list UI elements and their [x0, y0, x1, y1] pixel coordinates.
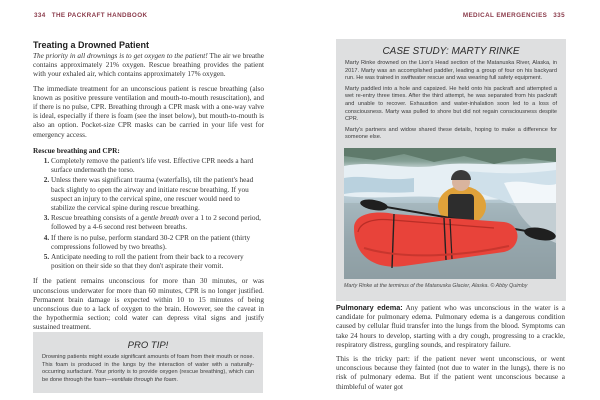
case-study-body — [336, 60, 566, 142]
list-item: 5. Anticipate needing to roll the patient from their back to a recovery position on their side so that they don't aspirate their vomit. — [51, 253, 264, 271]
pulmonary-paragraph — [336, 303, 565, 350]
book-title: THE PACKRAFT HANDBOOK — [51, 12, 148, 19]
page-number: 334 — [34, 12, 46, 19]
left-column — [33, 40, 264, 338]
pro-tip-box — [33, 332, 263, 393]
right-column — [336, 303, 565, 397]
case-study-title: CASE STUDY: MARTY RINKE — [382, 46, 520, 57]
running-head-left — [34, 12, 147, 19]
pulmonary-lead: Pulmonary edema: — [336, 303, 403, 312]
packraft-photo — [344, 148, 556, 279]
pro-tip-emphasis: ventilate through the foam — [111, 376, 177, 383]
pro-tip-end: . — [176, 376, 178, 383]
chapter-title: MEDICAL EMERGENCIES — [462, 12, 548, 19]
cpr-steps-list — [33, 157, 264, 271]
list-item-text: over a 1 to 2 second period, followed by a 4-6 second rest between breaths. — [51, 214, 261, 232]
case-paragraph: Marty paddled into a hole and capsized. He held onto his packraft and attempted a wet re-entry three times. After the third attempt, he was separated from his packraft and unable to recover. Exhaustion and water-inhalation soon led to a loss of consciousness. Marty was pulled to shore but did not regain consciousness despite CPR. — [345, 85, 557, 123]
list-heading: Rescue breathing and CPR: — [33, 145, 120, 155]
list-item-emphasis: gentle breath — [140, 214, 179, 223]
intro-rest: The air we breathe contains approximately 21% oxygen. Rescue breathing provides the patient with your exhaled air, which contains approximately 17% oxygen. — [33, 52, 264, 79]
list-item-text: Rescue breathing consists of a — [51, 214, 141, 223]
packraft-illustration — [344, 148, 556, 279]
pro-tip-text: Drowning patients might exude significant amounts of foam from their mouth or nose. This foam is produced in the lungs by the interaction of water with a naturally-occurring surfactant. Your priority is to provide oxygen (rescue breathing), which can be done through the foam— — [42, 354, 254, 383]
duration-paragraph: If the patient remains unconscious for more than 30 minutes, or was unconscious underwater for more than 60 minutes, CPR is no longer justified. Permanent brain damage is expected within 10 to 15 minutes of being unconscious due to a lack of oxygen to the brain. However, see the caveat in the hypothermia section; cold water can depress vital signs and justify sustained treatment. — [33, 277, 264, 332]
pro-tip-title: PRO TIP! — [127, 340, 169, 351]
list-item — [51, 214, 264, 232]
list-item: 4. If there is no pulse, perform standard 30-2 CPR on the patient (thirty compressions followed by two breaths). — [51, 234, 264, 252]
intro-paragraph — [33, 52, 264, 80]
list-item: 2. Unless there was significant trauma (waterfalls), tilt the patient's head back slightly to open the airway and initiate rescue breathing. If you suspect an injury to the cervical spine, one rescuer would need to stabilize the cervical spine during rescue breathing. — [51, 176, 264, 213]
case-paragraph: Marty Rinke drowned on the Lion's Head section of the Matanuska River, Alaska, in 2017. Marty was an accomplished paddler, leading a group of four on his backyard run. He was trained in swiftwater rescue and was wearing full safety equipment. — [345, 60, 557, 82]
tricky-paragraph: This is the tricky part: if the patient never went unconscious, or went unconscious because they fainted (not due to water in the lungs), there is no risk of pulmonary edema. But if the patient went unconscious because a thimbleful of water got — [336, 355, 565, 391]
case-paragraph: Marty's partners and widow shared these details, hoping to make a difference for someone else. — [345, 126, 557, 141]
running-head-right — [463, 12, 565, 19]
section-heading: Treating a Drowned Patient — [33, 40, 150, 50]
page-number: 335 — [553, 12, 565, 19]
photo-caption: Marty Rinke at the terminus of the Matanuska Glacier, Alaska. © Abby Quimby — [344, 283, 528, 289]
pro-tip-body — [33, 354, 263, 384]
pulmonary-text: Any patient who was unconscious in the water is a candidate for pulmonary edema. Pulmonary edema is a dangerous condition caused by cellular fluid transfer into the lungs from the blood. Symptoms can take 24 hours to develop, starting with a dry cough, progressing to a crackle, respiratory distress, gurgling sounds, and respiratory failure. — [336, 304, 565, 349]
intro-italic: The priority in all drownings is to get oxygen to the patient! — [33, 52, 208, 60]
treatment-paragraph: The immediate treatment for an unconscious patient is rescue breathing (also known as positive pressure ventilation and mouth-to-mouth resuscitation), and if there is no pulse, CPR. Breathing through a CPR mask with a one-way valve is ideal, especially if there is foam (see the inset below), but mouth-to-mouth is also an option. Pocket-size CPR masks can be carried in your life vest for emergency access. — [33, 84, 264, 139]
list-item: 1. Completely remove the patient's life vest. Effective CPR needs a hard surface underneath the torso. — [51, 157, 264, 175]
